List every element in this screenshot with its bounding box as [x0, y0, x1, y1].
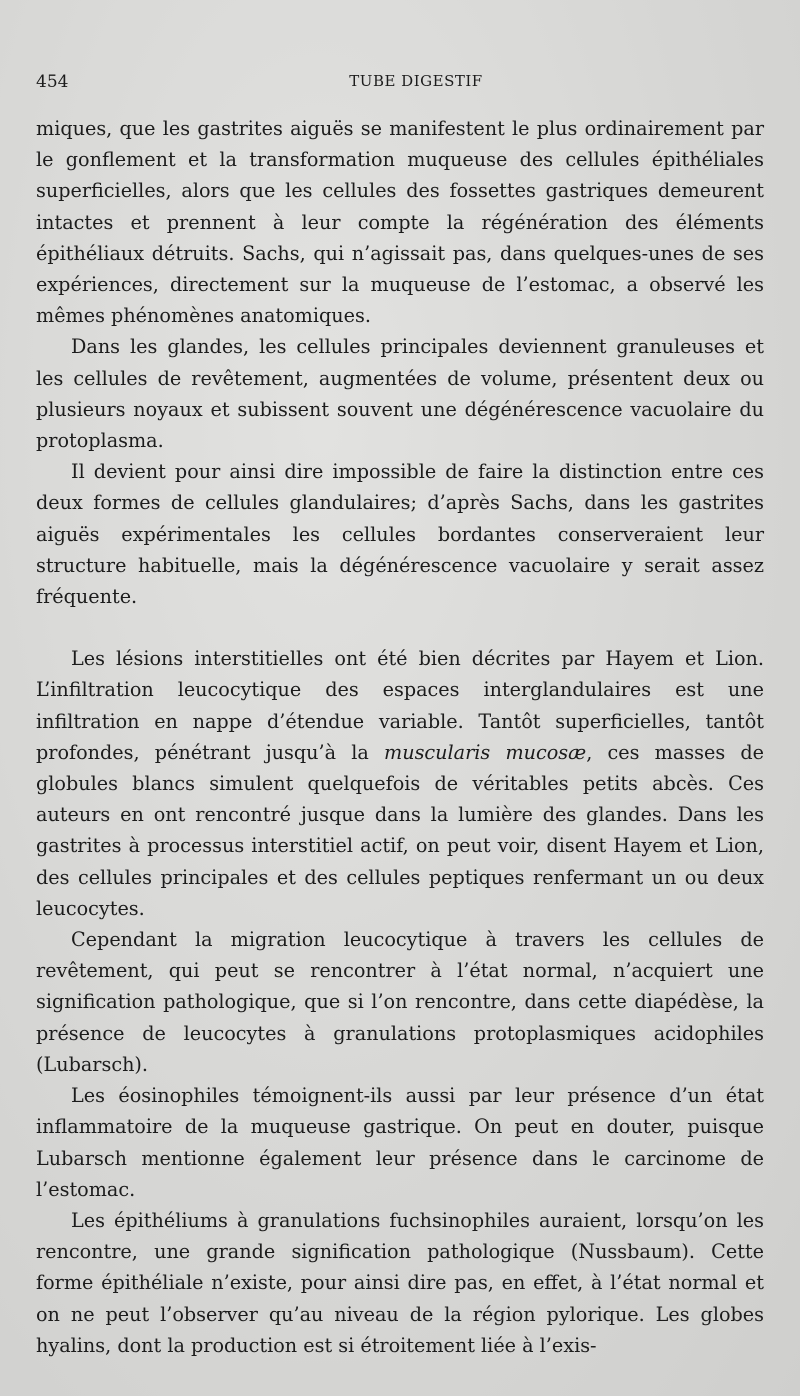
paragraph-text: , ces masses de globules blancs simulent quelquefois de véritables petits abcès. Ces auteurs en ont rencontré jusque dans la lumière des glandes. Dans les gastrites à processus interstitiel actif, on peut voir, disent Hayem et Lion, des cellules principales et des cellules peptiques renfermant un ou deux leucocytes. [36, 740, 764, 920]
page-number: 454 [36, 72, 69, 92]
paragraph-lesions-interstitielles [36, 643, 764, 924]
body-text [36, 113, 764, 1361]
latin-term: muscularis mucosæ [384, 740, 587, 764]
paragraph-distinction: Il devient pour ainsi dire impossible de faire la distinction entre ces deux formes de cellules glandulaires; d’après Sachs, dans les gastrites aiguës expérimentales les cellules bordantes conserveraient leur structure habituelle, mais la dégénérescence vacuolaire y serait assez fréquente. [36, 460, 764, 609]
paragraph-glandes: Dans les glandes, les cellules principales deviennent granuleuses et les cellules de revêtement, augmentées de volume, présentent deux ou plusieurs noyaux et subissent souvent une dégénérescence vacuolaire du protoplasma. [36, 335, 764, 453]
running-title: TUBE DIGESTIF [349, 72, 483, 90]
paragraph-eosinophiles: Les éosinophiles témoignent-ils aussi par leur présence d’un état inflammatoire de la muqueuse gastrique. On peut en douter, puisque Lubarsch mentionne également leur présence dans le carcinome de l’estomac. [36, 1084, 764, 1201]
running-head [36, 72, 766, 96]
paragraph-epitheliums: Les épithéliums à granulations fuchsinophiles auraient, lorsqu’on les rencontre, une grande signification pathologique (Nussbaum). Cette forme épithéliale n’existe, pour ainsi dire pas, en effet, à l’état normal et on ne peut l’observer qu’au niveau de la région pylorique. Les globes hyalins, dont la production est si étroitement liée à l’exis- [36, 1208, 764, 1357]
paragraph-continuation: miques, que les gastrites aiguës se manifestent le plus ordinairement par le gonflement et la transformation muqueuse des cellules épithéliales superficielles, alors que les cellules des fossettes gastriques demeurent intactes et prennent à leur compte la régénération des éléments épithéliaux détruits. Sachs, qui n’agissait pas, dans quelques-unes de ses expériences, directement sur la muqueuse de l’estomac, a observé les mêmes phénomènes anatomiques. [36, 117, 764, 328]
paragraph-migration: Cependant la migration leucocytique à travers les cellules de revêtement, qui peut se rencontrer à l’état normal, n’acquiert une signification pathologique, que si l’on rencontre, dans cette diapédèse, la présence de leucocytes à granulations protoplasmiques acidophiles (Lubarsch). [36, 928, 764, 1076]
paragraph-text: Les lésions interstitielles ont été bien décrites par Hayem et Lion. L’infiltration leucocytique des espaces interglandulaires est une infiltration en nappe d’étendue variable. Tantôt superficielles, tantôt profondes, pénétrant jusqu’à la [36, 647, 764, 764]
